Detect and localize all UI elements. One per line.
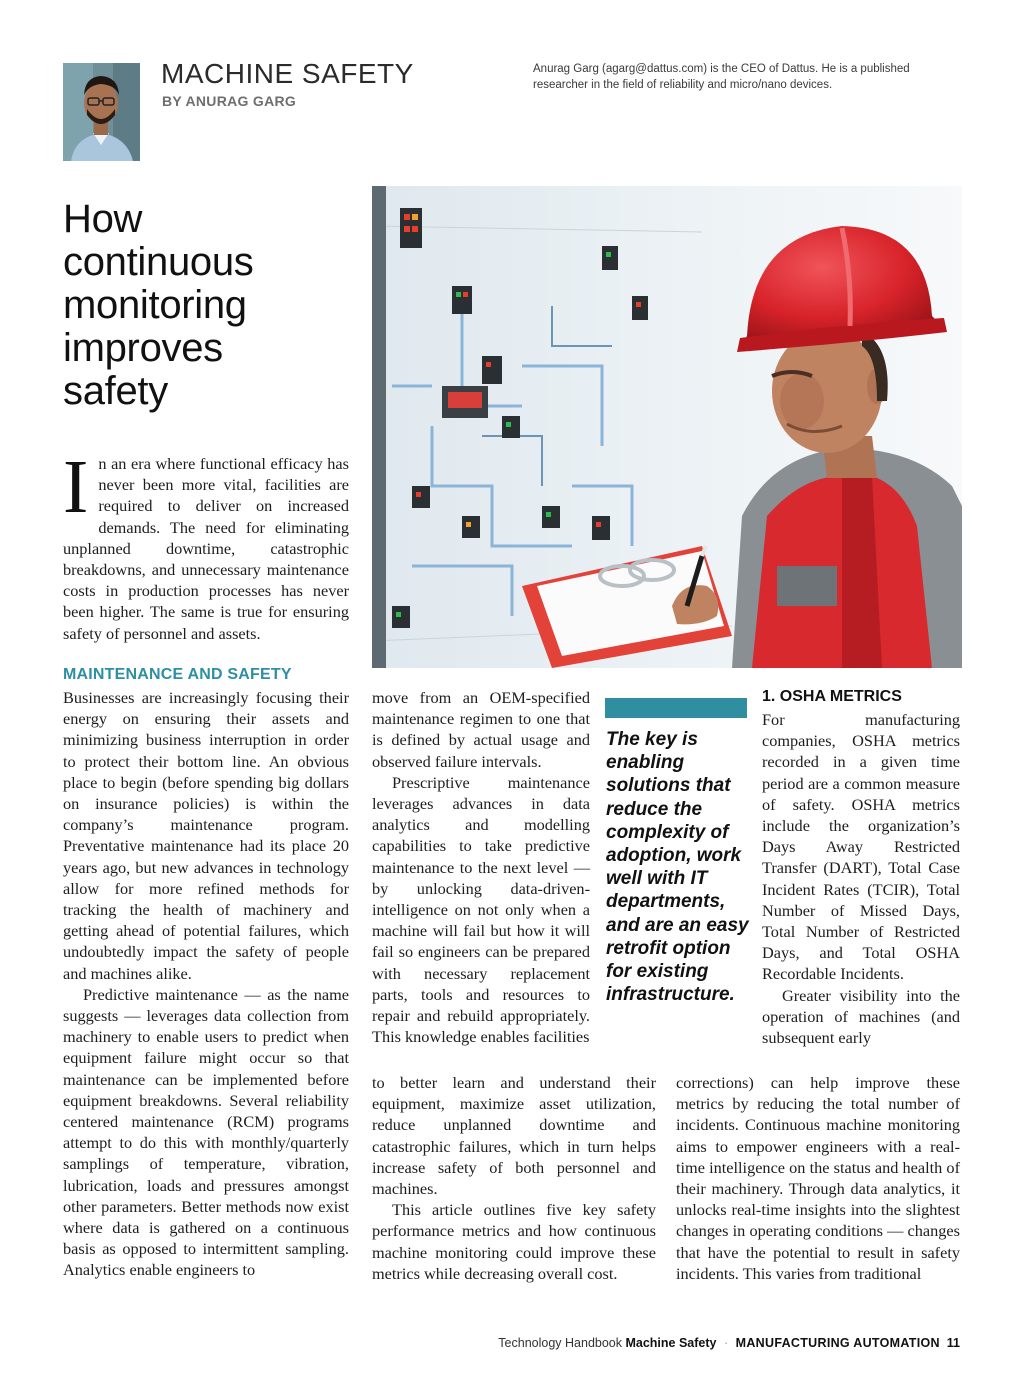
page-footer [498, 1336, 960, 1350]
footer-topic: Machine Safety [625, 1336, 717, 1350]
pull-quote-bar [605, 698, 747, 718]
headline-line: monitoring [63, 283, 247, 327]
body-paragraph: This article outlines five key safety performance metrics and how continuous machine monitoring could improve these metrics while decreasing overall cost. [372, 1200, 656, 1283]
body-paragraph: to better learn and understand their equipment, maximize asset utilization, reduce unplanned downtime and catastrophic failures, which in turn helps increase safety of both personnel and machines. [372, 1073, 656, 1199]
body-paragraph: For manufacturing companies, OSHA metrics recorded in a given time period are a common measure of safety. OSHA metrics include the organization’s Days Away Restricted Transfer (DART), Total Case Incident Rates (TCIR), Total Number of Missed Days, Total Number of Restricted Days, and Total OSHA Recordable Incidents. [762, 710, 960, 984]
body-paragraph: Greater visibility into the operation of machines (and subsequent early [762, 985, 960, 1048]
footer-handbook: Technology Handbook [498, 1336, 622, 1350]
column-3-top [762, 709, 960, 1048]
body-paragraph: Businesses are increasingly focusing their energy on ensuring their assets and minimizing business interruption in order to protect their bottom line. An obvious place to begin (before spending big dollars on insurance policies) is within the company’s maintenance program. Preventative maintenance had its place 20 years ago, but new advances in technology allow for more refined methods for tracking the health of machinery and getting ahead of potential failures, which undoubtedly impact the safety of people and machines alike. [63, 688, 349, 983]
intro-paragraph [63, 445, 349, 644]
author-bio: Anurag Garg (agarg@dattus.com) is the CEO of Dattus. He is a published researcher in the field of reliability and micro/nano devices. [533, 63, 910, 91]
hero-photo [372, 186, 962, 668]
body-paragraph: corrections) can help improve these metrics by reducing the total number of incidents. Continuous machine monitoring aims to empower engineers with a real-time intelligence on the status and health of their machinery. Through data analytics, it unlocks real-time insights into the slightest changes in operating conditions — changes that have the potential to result in safety incidents. This varies from traditional [676, 1073, 960, 1283]
footer-separator: · [723, 1336, 729, 1350]
column-3-bottom [676, 1072, 960, 1284]
body-paragraph: move from an OEM-specified maintenance regimen to one that is defined by actual usage and observed failure intervals. [372, 688, 590, 771]
section-heading-osha: 1. OSHA METRICS [762, 688, 902, 705]
intro-text: n an era where functional efficacy has never been more vital, facilities are required to deliver on increased demands. The need for eliminating unplanned downtime, catastrophic breakdowns, and unnecessary maintenance costs in production processes has never been higher. The same is true for ensuring safety of personnel and assets. [63, 454, 349, 643]
body-paragraph: Prescriptive maintenance leverages advances in data analytics and modelling capabilities to take predictive maintenance to the next level — by unlocking data-driven-intelligence on not only when a machine will fail but how it will fail so engineers can be prepared with necessary replacement parts, tools and resources to repair and rebuild appropriately. This knowledge enables facilities [372, 772, 590, 1047]
body-paragraph: Predictive maintenance — as the name suggests — leverages data collection from machinery to enable users to predict when equipment failure might occur so that maintenance can be implemented before equipment breakdowns. Several reliability centered maintenance (RCM) programs attempt to do this with monthly/quarterly samplings of temperature, vibration, lubrication, loads and pressures amongst other parameters. Better methods now exist where data is gathered on a continuous basis as opposed to intermittent sampling. Analytics enable engineers to [63, 984, 349, 1280]
column-2-bottom [372, 1072, 656, 1284]
headline-line: continuous [63, 240, 254, 284]
pull-quote: The key is enabling solutions that reduce the complexity of adoption, work well with IT departments, and are an easy retrofit option for existing infrastructure. [606, 729, 749, 1006]
byline: BY ANURAG GARG [162, 93, 297, 109]
column-1 [63, 687, 349, 1281]
headline-line: safety [63, 369, 168, 413]
headline-line: improves [63, 326, 223, 370]
headline [63, 198, 363, 413]
author-photo [63, 63, 140, 161]
section-heading-maintenance: MAINTENANCE AND SAFETY [63, 666, 292, 683]
section-title: MACHINE SAFETY [161, 58, 414, 89]
headline-line: How [63, 197, 143, 241]
footer-publication: MANUFACTURING AUTOMATION [735, 1336, 940, 1350]
page-number: 11 [946, 1336, 960, 1350]
column-2-top [372, 687, 590, 1047]
drop-cap: I [63, 445, 89, 529]
